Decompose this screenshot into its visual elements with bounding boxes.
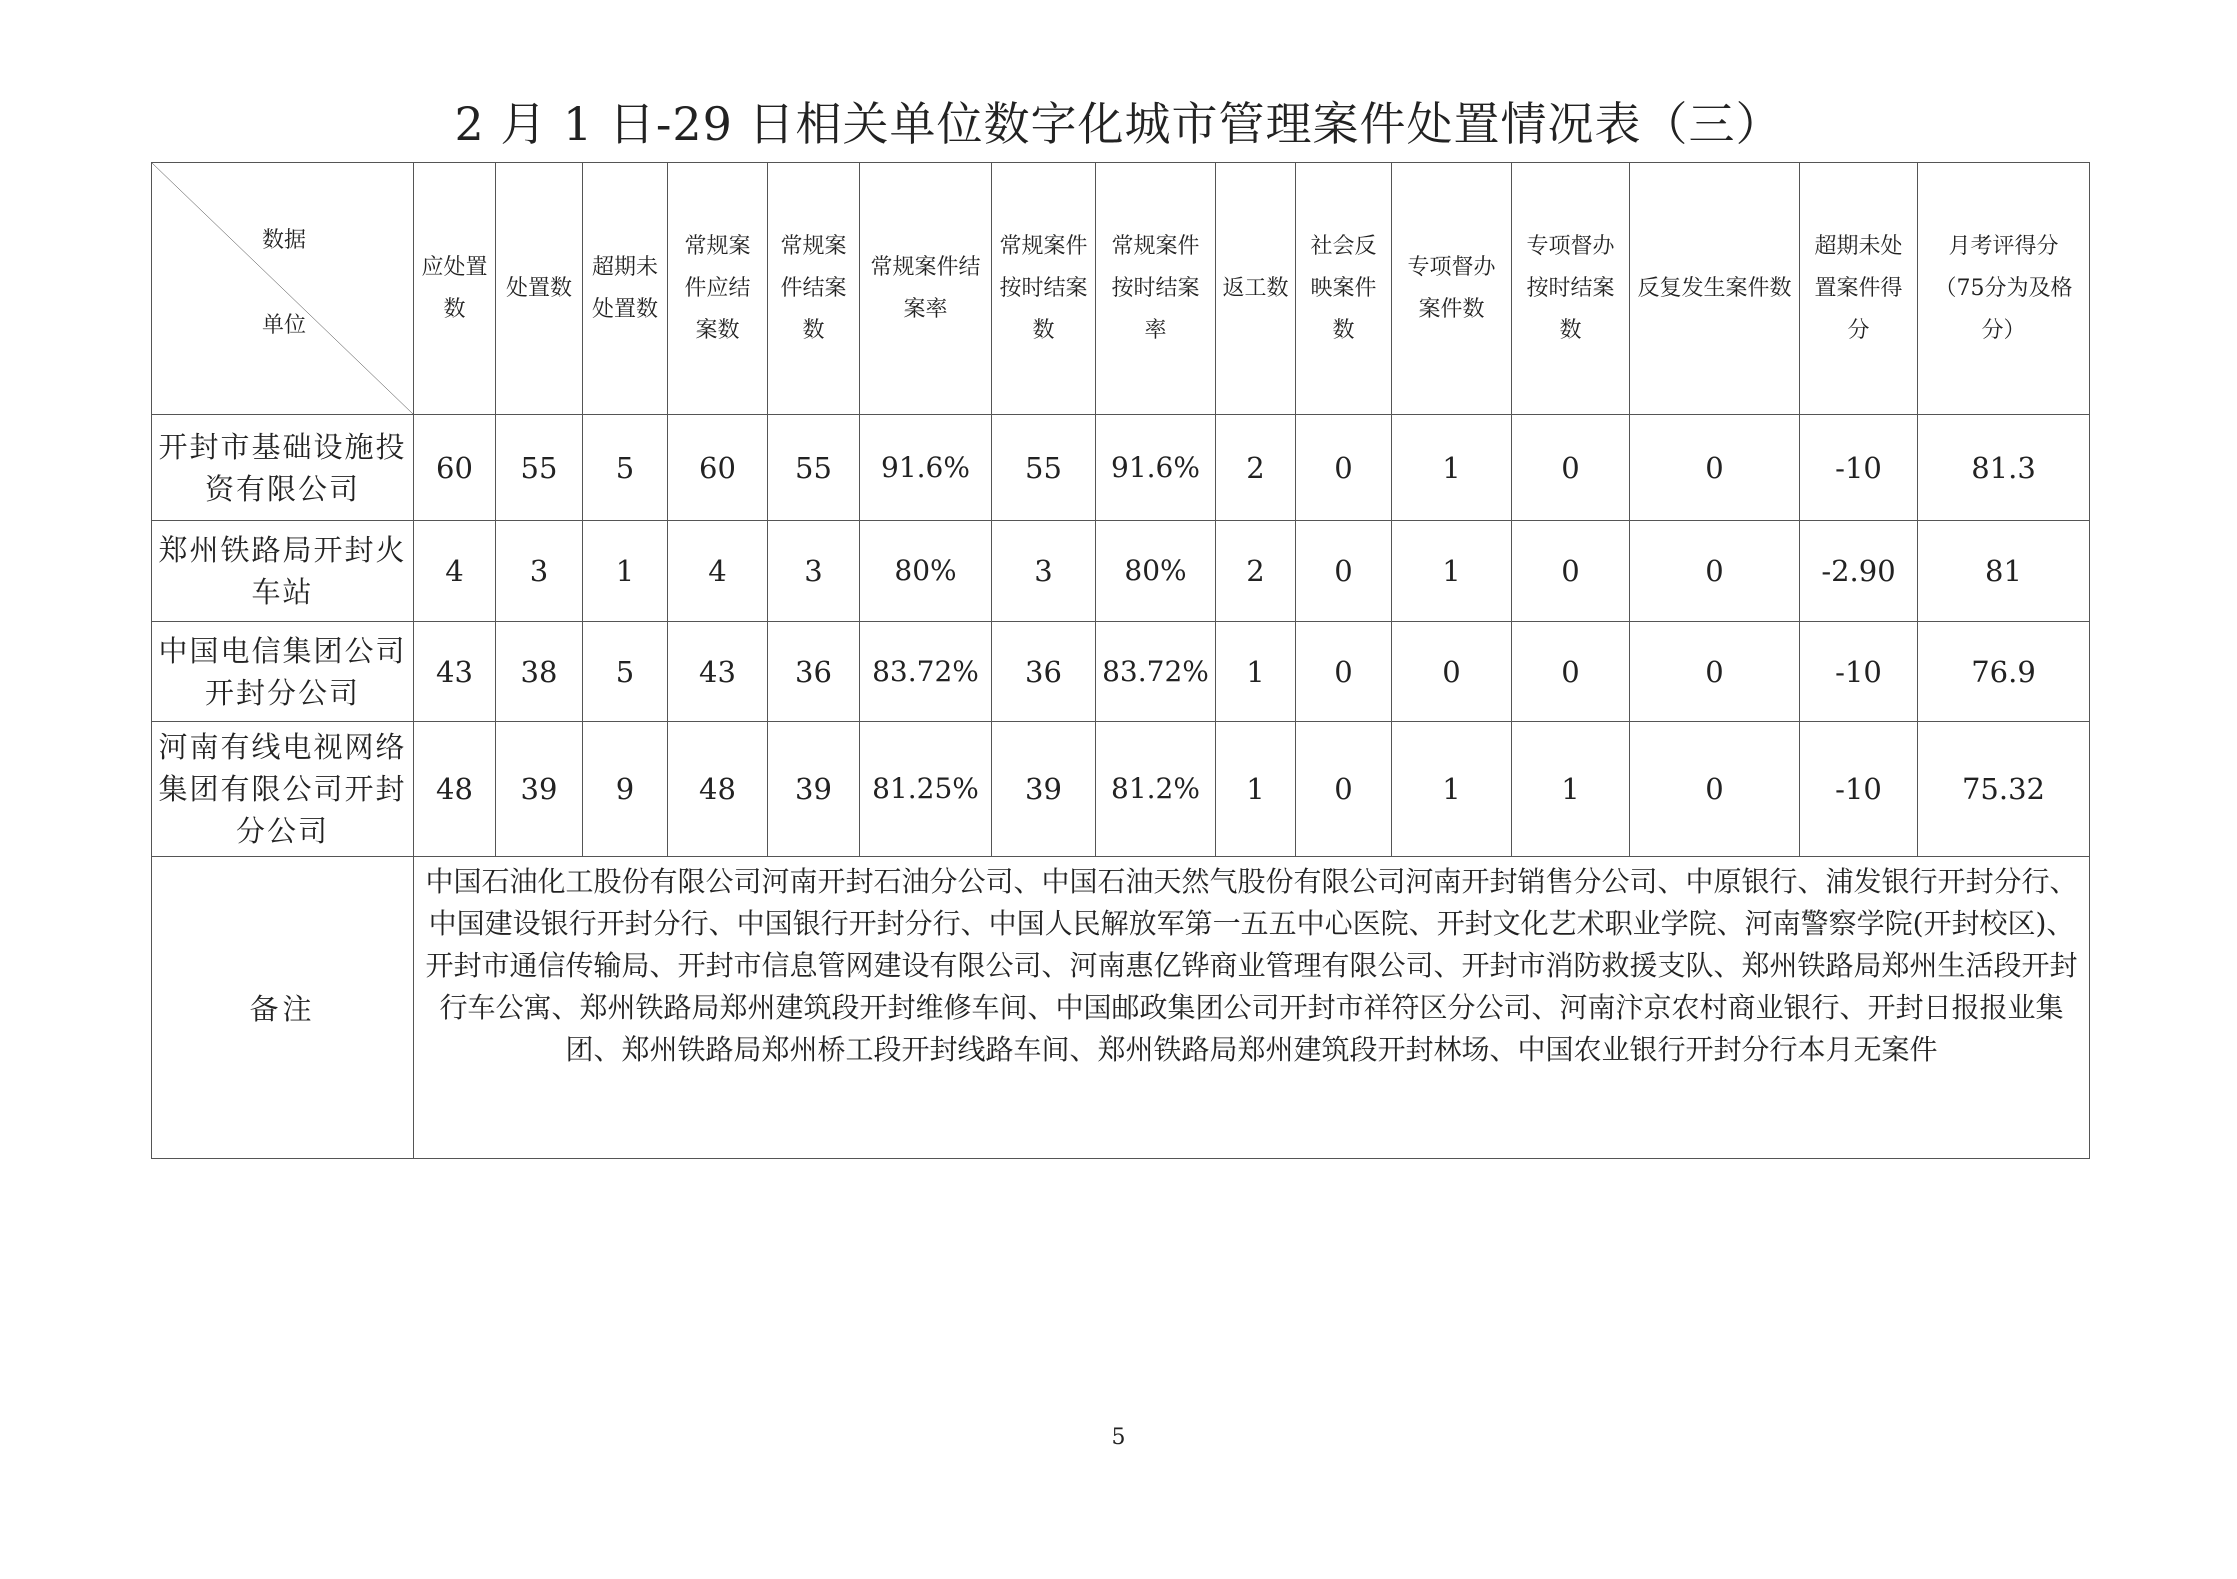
table-cell: 4 — [668, 521, 768, 622]
corner-header-cell — [152, 163, 414, 415]
table-row — [152, 622, 2090, 722]
table-cell: 81 — [1918, 521, 2090, 622]
table-cell: 43 — [414, 622, 496, 722]
case-disposal-table — [151, 162, 2090, 1159]
table-cell: 0 — [1630, 722, 1800, 857]
table-cell: 0 — [1296, 622, 1392, 722]
column-header: 常规案件按时结案率 — [1096, 163, 1216, 415]
table-row — [152, 521, 2090, 622]
column-header: 返工数 — [1216, 163, 1296, 415]
corner-label-unit: 单位 — [262, 313, 307, 338]
table-cell: 1 — [1216, 622, 1296, 722]
table-row — [152, 722, 2090, 857]
table-cell: 1 — [1392, 722, 1512, 857]
column-header: 应处置数 — [414, 163, 496, 415]
table-cell: 0 — [1296, 415, 1392, 521]
diagonal-divider — [152, 163, 413, 414]
table-cell: 5 — [583, 415, 668, 521]
table-cell: 1 — [583, 521, 668, 622]
column-header: 社会反映案件数 — [1296, 163, 1392, 415]
table-cell: 0 — [1512, 521, 1630, 622]
table-cell: 91.6% — [1096, 415, 1216, 521]
table-cell: 91.6% — [860, 415, 992, 521]
column-header: 常规案件应结案数 — [668, 163, 768, 415]
column-header: 反复发生案件数 — [1630, 163, 1800, 415]
table-cell: 55 — [768, 415, 860, 521]
table-cell: 1 — [1392, 521, 1512, 622]
table-cell: 55 — [992, 415, 1096, 521]
table-cell: -10 — [1800, 622, 1918, 722]
table-cell: 4 — [414, 521, 496, 622]
table-cell: 38 — [496, 622, 583, 722]
table-cell: 1 — [1512, 722, 1630, 857]
table-cell: 36 — [768, 622, 860, 722]
table-cell: -2.90 — [1800, 521, 1918, 622]
page-title: 2 月 1 日-29 日相关单位数字化城市管理案件处置情况表（三） — [454, 97, 1783, 151]
table-cell: 60 — [414, 415, 496, 521]
table-cell: 39 — [768, 722, 860, 857]
table-cell: 75.32 — [1918, 722, 2090, 857]
table-cell: 0 — [1392, 622, 1512, 722]
column-header: 常规案件结案率 — [860, 163, 992, 415]
corner-label-data: 数据 — [262, 228, 307, 253]
table-cell: 1 — [1216, 722, 1296, 857]
table-cell: 0 — [1630, 521, 1800, 622]
header-row — [152, 163, 2090, 415]
notes-label: 备注 — [152, 857, 414, 1159]
column-header: 超期未处置案件得分 — [1800, 163, 1918, 415]
unit-name-cell: 河南有线电视网络集团有限公司开封分公司 — [152, 722, 414, 857]
notes-row — [152, 857, 2090, 1159]
table-cell: 9 — [583, 722, 668, 857]
notes-text: 中国石油化工股份有限公司河南开封石油分公司、中国石油天然气股份有限公司河南开封销售分公司、中原银行、浦发银行开封分行、中国建设银行开封分行、中国银行开封分行、中国人民解放军第一五五中心医院、开封文化艺术职业学院、河南警察学院(开封校区)、开封市通信传输局、开封市信息管网建设有限公司、河南惠亿铧商业管理有限公司、开封市消防救援支队、郑州铁路局郑州生活段开封行车公寓、郑州铁路局郑州建筑段开封维修车间、中国邮政集团公司开封市祥符区分公司、河南汴京农村商业银行、开封日报报业集团、郑州铁路局郑州桥工段开封线路车间、郑州铁路局郑州建筑段开封林场、中国农业银行开封分行本月无案件 — [414, 857, 2090, 1159]
table-cell: 81.25% — [860, 722, 992, 857]
table-cell: 3 — [768, 521, 860, 622]
page-number: 5 — [1111, 1425, 1126, 1450]
table-cell: 2 — [1216, 415, 1296, 521]
table-cell: -10 — [1800, 722, 1918, 857]
table-cell: 2 — [1216, 521, 1296, 622]
table-cell: 80% — [1096, 521, 1216, 622]
table-cell: 76.9 — [1918, 622, 2090, 722]
column-header: 专项督办按时结案数 — [1512, 163, 1630, 415]
column-header: 专项督办案件数 — [1392, 163, 1512, 415]
table-cell: 55 — [496, 415, 583, 521]
table-cell: 5 — [583, 622, 668, 722]
table-cell: 39 — [992, 722, 1096, 857]
table-cell: 3 — [992, 521, 1096, 622]
column-header: 常规案件结案数 — [768, 163, 860, 415]
table-cell: 0 — [1512, 622, 1630, 722]
table-cell: 3 — [496, 521, 583, 622]
table-cell: 81.3 — [1918, 415, 2090, 521]
column-header: 处置数 — [496, 163, 583, 415]
column-header: 常规案件按时结案数 — [992, 163, 1096, 415]
table-cell: 0 — [1512, 415, 1630, 521]
table-cell: 36 — [992, 622, 1096, 722]
unit-name-cell: 郑州铁路局开封火车站 — [152, 521, 414, 622]
table-cell: -10 — [1800, 415, 1918, 521]
table-cell: 0 — [1630, 415, 1800, 521]
table-cell: 48 — [414, 722, 496, 857]
table-cell: 43 — [668, 622, 768, 722]
table-cell: 80% — [860, 521, 992, 622]
unit-name-cell: 开封市基础设施投资有限公司 — [152, 415, 414, 521]
table-cell: 0 — [1296, 722, 1392, 857]
table-cell: 83.72% — [860, 622, 992, 722]
table-cell: 1 — [1392, 415, 1512, 521]
table-cell: 83.72% — [1096, 622, 1216, 722]
table-row — [152, 415, 2090, 521]
table-cell: 60 — [668, 415, 768, 521]
column-header: 月考评得分（75分为及格分） — [1918, 163, 2090, 415]
column-header: 超期未处置数 — [583, 163, 668, 415]
table-cell: 0 — [1630, 622, 1800, 722]
table-cell: 81.2% — [1096, 722, 1216, 857]
table-cell: 0 — [1296, 521, 1392, 622]
table-cell: 39 — [496, 722, 583, 857]
unit-name-cell: 中国电信集团公司开封分公司 — [152, 622, 414, 722]
table-cell: 48 — [668, 722, 768, 857]
